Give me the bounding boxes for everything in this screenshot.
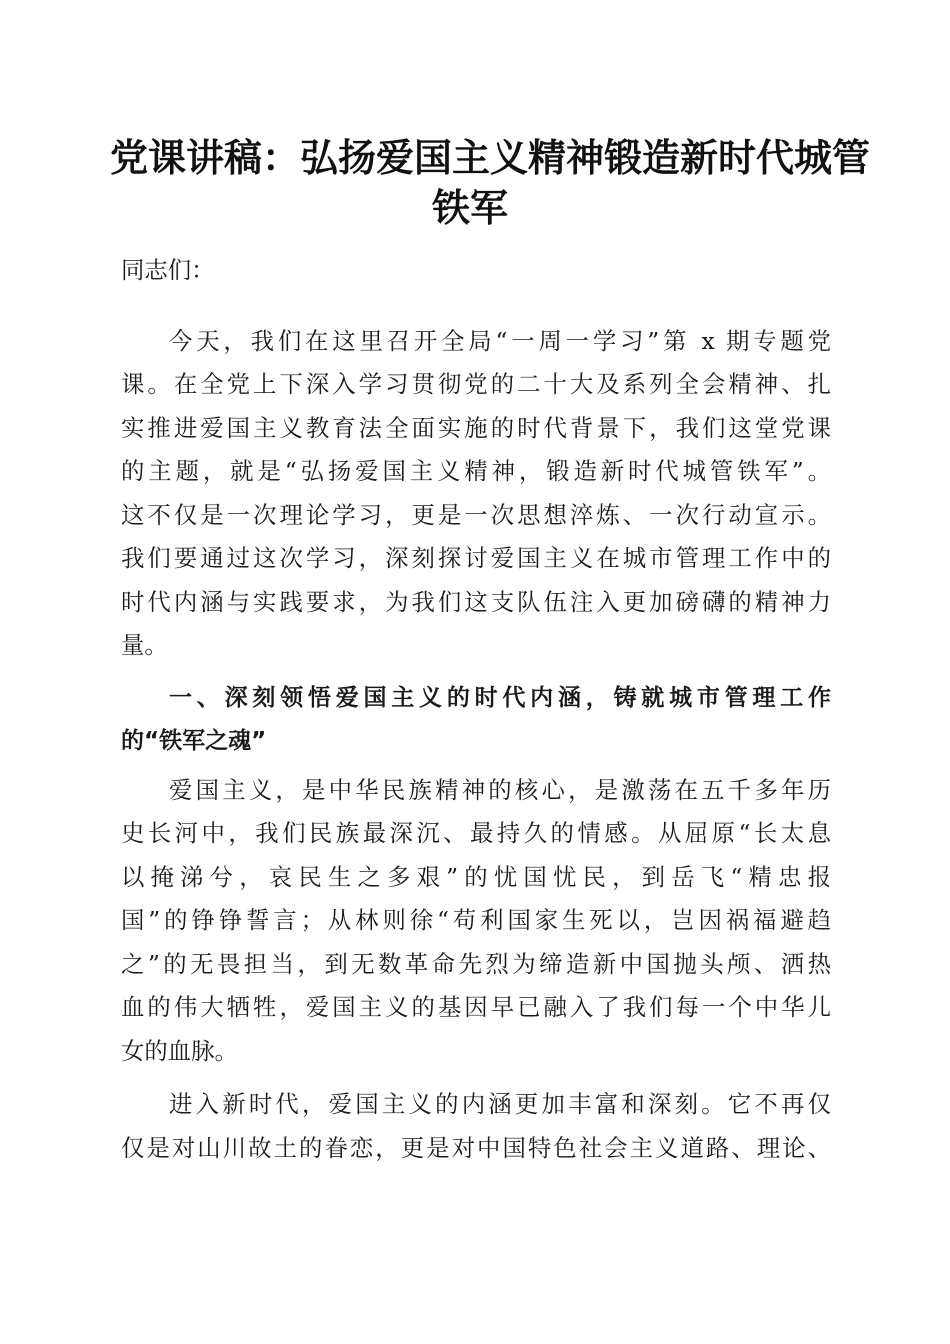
section-heading-1-line-1: 一、深刻领悟爱国主义的时代内涵，铸就城市管理工作 xyxy=(169,685,831,711)
paragraph-2-line-5: 之”的无畏担当，到无数革命先烈为缔造新中国抛头颅、洒热 xyxy=(121,950,831,978)
paragraph-2-line-3: 以掩涕兮，哀民生之多艰”的忧国忧民，到岳飞“精忠报 xyxy=(121,863,831,891)
paragraph-1-line-3: 实推进爱国主义教育法全面实施的时代背景下，我们这堂党课 xyxy=(121,414,831,442)
title-line-1: 党课讲稿：弘扬爱国主义精神锻造新时代城管 xyxy=(110,135,871,180)
paragraph-1-line-8: 量。 xyxy=(121,631,168,659)
paragraph-3-line-1: 进入新时代，爱国主义的内涵更加丰富和深刻。它不再仅 xyxy=(169,1090,831,1118)
paragraph-2-line-4: 国”的铮铮誓言；从林则徐“苟利国家生死以，岂因祸福避趋 xyxy=(121,906,831,934)
paragraph-1-line-2: 课。在全党上下深入学习贯彻党的二十大及系列全会精神、扎 xyxy=(121,370,831,398)
paragraph-3-line-2: 仅是对山川故土的眷恋，更是对中国特色社会主义道路、理论、 xyxy=(121,1134,831,1162)
paragraph-1-line-4: 的主题，就是“弘扬爱国主义精神，锻造新时代城管铁军”。 xyxy=(121,457,831,485)
document-title xyxy=(110,133,871,233)
title-line-2: 铁军 xyxy=(431,185,508,230)
salutation: 同志们： xyxy=(121,256,215,284)
paragraph-1-line-1: 今天，我们在这里召开全局“一周一学习”第 x 期专题党 xyxy=(169,327,831,355)
paragraph-1-line-6: 我们要通过这次学习，深刻探讨爱国主义在城市管理工作中的 xyxy=(121,544,831,572)
paragraph-2-line-6: 血的伟大牺牲，爱国主义的基因早已融入了我们每一个中华儿 xyxy=(121,993,831,1021)
paragraph-2-line-1: 爱国主义，是中华民族精神的核心，是激荡在五千多年历 xyxy=(169,776,831,804)
paragraph-2-line-7: 女的血脉。 xyxy=(121,1037,238,1065)
section-heading-1-line-2: 的“铁军之魂” xyxy=(121,728,267,754)
paragraph-2-line-2: 史长河中，我们民族最深沉、最持久的情感。从屈原“长太息 xyxy=(121,819,831,847)
paragraph-1-line-5: 这不仅是一次理论学习，更是一次思想淬炼、一次行动宣示。 xyxy=(121,501,831,529)
paragraph-1-line-7: 时代内涵与实践要求，为我们这支队伍注入更加磅礴的精神力 xyxy=(121,588,831,616)
